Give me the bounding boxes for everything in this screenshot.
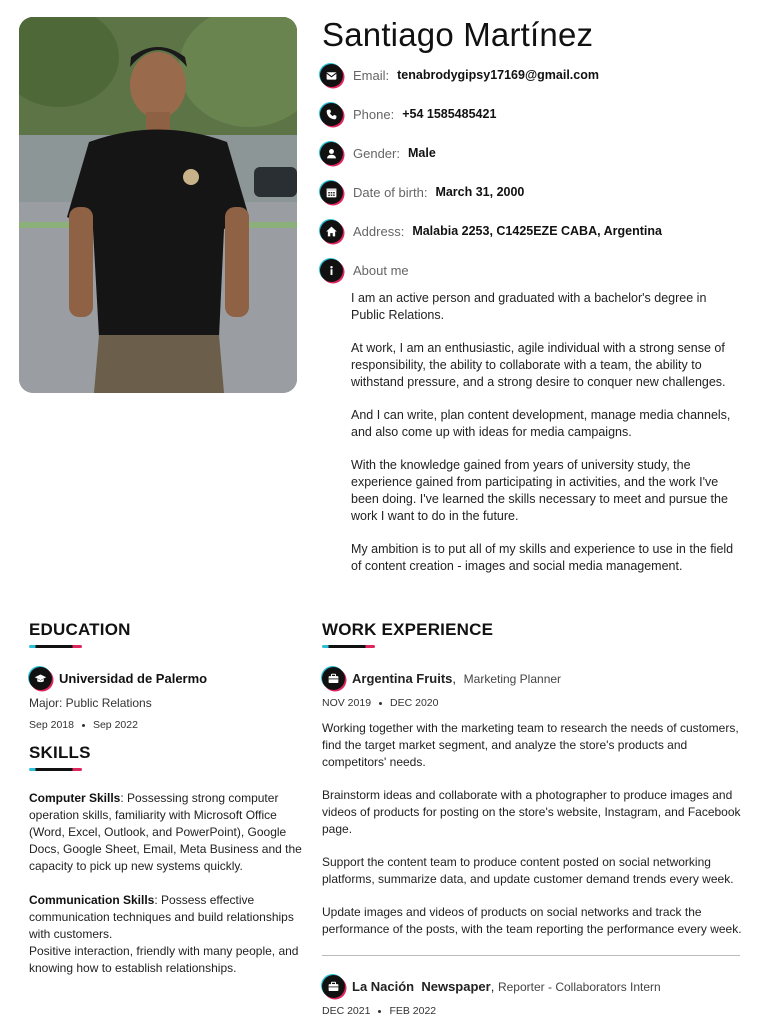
date-separator [82, 724, 85, 727]
about-paragraph: I am an active person and graduated with a bachelor's degree in Public Relations. [351, 291, 707, 322]
job-dates [322, 1005, 436, 1017]
skill-extra-text: Positive interaction, friendly with many people, and knowing how to establish relationships. [29, 944, 299, 975]
company-name: La Nación Newspaper [352, 979, 491, 994]
work-underline [322, 645, 375, 648]
contact-email-row [320, 63, 599, 87]
dob-value: March 31, 2000 [435, 185, 525, 199]
skill-name: Communication Skills [29, 893, 155, 907]
job-duty: Update images and videos of products on social networks and track the performance of the posts, with the team reporting the performance every week. [322, 905, 742, 936]
about-paragraph: And I can write, plan content development, manage media channels, and also come up with ideas for media campaigns. [351, 408, 731, 439]
contact-address-row [320, 219, 662, 243]
envelope-icon [320, 64, 343, 87]
info-icon [320, 259, 343, 282]
date-separator [378, 1010, 381, 1013]
education-start: Sep 2018 [29, 719, 74, 731]
graduation-cap-icon [29, 667, 52, 690]
job-description [322, 720, 742, 954]
gender-label: Gender: [353, 145, 400, 161]
about-paragraph: My ambition is to put all of my skills and experience to use in the field of content creation - images and social media management. [351, 542, 734, 573]
job-duty: Support the content team to produce content posted on social networking platforms, summarize data, and update customer demand trends every week. [322, 855, 734, 886]
job-end: FEB 2022 [389, 1005, 437, 1017]
job-title-row [352, 671, 561, 686]
job-title-row [352, 979, 661, 994]
job-start: NOV 2019 [322, 697, 372, 709]
job-dates [322, 697, 438, 709]
education-dates [29, 719, 138, 731]
job-divider [322, 955, 740, 956]
company-name: Argentina Fruits [352, 671, 453, 686]
work-heading: WORK EXPERIENCE [322, 620, 494, 639]
job-duty: Brainstorm ideas and collaborate with a photographer to produce images and videos of products for posting on the store's website, Instagram, and Facebook page. [322, 788, 741, 836]
address-value: Malabia 2253, C1425EZE CABA, Argentina [412, 224, 662, 238]
about-me-label: About me [353, 262, 409, 278]
about-paragraph: With the knowledge gained from years of university study, the experience gained from participating in activities, and the work I've been doing. I've learned the skills necessary to meet and pursue the work I want to do in the future. [351, 458, 728, 523]
briefcase-icon [322, 975, 345, 998]
contact-phone-row [320, 102, 496, 126]
calendar-icon [320, 181, 343, 204]
address-label: Address: [353, 223, 405, 239]
skills-heading: SKILLS [29, 743, 91, 762]
about-me-text [351, 290, 736, 591]
skill-text: : Possess effective communication techniques and build relationships with customers. [29, 893, 294, 941]
skills-underline [29, 768, 82, 771]
job-start: DEC 2021 [322, 1005, 371, 1017]
job-duty: Working together with the marketing team to research the needs of customers, find the target market segment, and analyze the store's products and competitors' needs. [322, 721, 739, 769]
dob-label: Date of birth: [353, 184, 428, 200]
phone-value[interactable]: +54 1585485421 [402, 107, 497, 121]
about-paragraph: At work, I am an enthusiastic, agile individual with a strong sense of responsibility, the ability to collaborate with a team, the ability to withstand pressure, and a strong desire to conquer new challenges. [351, 341, 726, 389]
gender-value: Male [407, 146, 436, 160]
education-end: Sep 2022 [92, 719, 138, 731]
phone-label: Phone: [353, 106, 395, 122]
education-heading: EDUCATION [29, 620, 131, 639]
education-major: Major: Public Relations [29, 696, 152, 710]
school-name: Universidad de Palermo [59, 671, 208, 686]
contact-gender-row [320, 141, 436, 165]
job-role: Marketing Planner [463, 672, 562, 686]
briefcase-icon [322, 667, 345, 690]
phone-icon [320, 103, 343, 126]
profile-photo [19, 17, 297, 393]
about-me-row [320, 258, 409, 282]
education-underline [29, 645, 82, 648]
skill-text: : Possessing strong computer operation skills, familiarity with Microsoft Office (Word, Excel, Outlook, and PowerPoint), Google Docs, Google Sheet, Email, Meta Business and the capacity to pick up new systems quickly. [29, 791, 302, 873]
job-end: DEC 2020 [390, 697, 439, 709]
job-separator: , [490, 979, 495, 994]
email-label: Email: [353, 67, 390, 83]
contact-dob-row [320, 180, 524, 204]
date-separator [379, 702, 382, 705]
user-icon [320, 142, 343, 165]
person-name: Santiago Martínez [322, 16, 594, 53]
email-value[interactable]: tenabrodygipsy17169@gmail.com [397, 68, 599, 82]
job-role: Reporter - Collaborators Intern [497, 980, 661, 994]
home-icon [320, 220, 343, 243]
skill-computer [29, 790, 304, 875]
skill-name: Computer Skills [29, 791, 121, 805]
job-separator: , [452, 671, 457, 686]
skill-communication [29, 892, 304, 977]
